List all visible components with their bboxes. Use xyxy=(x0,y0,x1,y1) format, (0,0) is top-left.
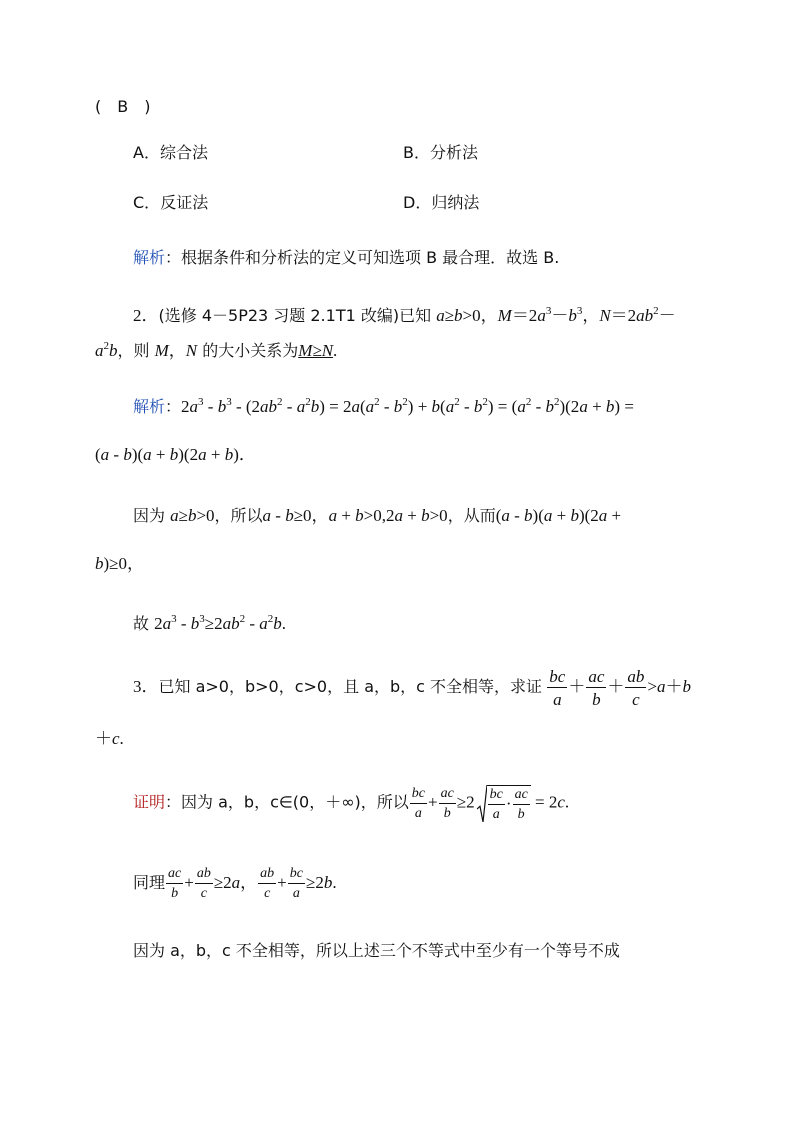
option-d-label: D． xyxy=(403,193,432,212)
fraction: $\frac{ac}{b}$ xyxy=(440,785,454,821)
option-c xyxy=(133,192,208,214)
q3-stem-line1: 3．已知 a>0，b>0，c>0，且 a，b，c 不全相等，求证 $\frac{bc}{a}$ ＋ $\frac{ac}{b}$ ＋ $\frac{ab}{c}$ >a＋b xyxy=(133,667,691,709)
answer-bracket: ( B ) xyxy=(95,97,151,116)
q3-proof-line1: 证明：因为 a，b，c∈(0，＋∞)，所以 $\frac{bc}{a}$ + $\frac{ac}{b}$ ≥2 $\frac{bc}{a}$ · $\frac{ac}{b}$ = 2c. xyxy=(133,785,570,822)
question-source: (选修 4－5P23 习题 2.1T1 改编) xyxy=(158,306,400,325)
solution-text: ：根据条件和分析法的定义可知选项 B 最合理．故选 B. xyxy=(165,248,560,267)
q2-solution-line4: b)≥0， xyxy=(95,554,144,573)
fraction: $\frac{bc}{a}$ xyxy=(549,667,566,709)
question-stem: 已知 xyxy=(399,306,437,325)
question-number: 3． xyxy=(133,676,159,696)
option-a xyxy=(133,142,208,164)
fraction: $\frac{bc}{a}$ xyxy=(289,866,303,901)
option-a-text: 综合法 xyxy=(159,143,208,162)
q1-solution xyxy=(133,247,559,269)
q2-solution-line2: (a - b)(a + b)(2a + b)． xyxy=(95,445,256,464)
q2-stem-line1: 2．(选修 4－5P23 习题 2.1T1 改编)已知 a≥b>0，$M=2a^3-b^3$，$N=2ab^2-$ xyxy=(133,305,676,325)
option-c-label: C． xyxy=(133,193,161,212)
option-d-text: 归纳法 xyxy=(431,193,480,212)
solution-label: 解析 xyxy=(133,397,166,416)
fraction: $\frac{ab}{c}$ xyxy=(627,667,645,709)
fraction: $\frac{bc}{a}$ xyxy=(411,785,426,821)
fraction: $\frac{ac}{b}$ xyxy=(168,866,182,901)
fraction: $\frac{ab}{c}$ xyxy=(196,866,211,901)
option-c-text: 反证法 xyxy=(160,193,209,212)
solution-label: 解析 xyxy=(133,248,166,267)
question-number: 2． xyxy=(133,306,159,325)
option-a-label: A． xyxy=(133,143,160,162)
q2-solution-line5: 故 $2a^3 - b^3\ge 2ab^2 - a^2b$. xyxy=(133,613,287,633)
q3-proof-line3: 因为 a，b，c 不全相等，所以上述三个不等式中至少有一个等号不成 xyxy=(133,941,620,960)
fraction: $\frac{ac}{b}$ xyxy=(588,667,605,709)
option-b-label: B． xyxy=(403,143,430,162)
q2-stem-line2: $a^2b$，则 M，N 的大小关系为M≥N. xyxy=(95,340,338,360)
option-b-text: 分析法 xyxy=(429,143,478,162)
fraction: $\frac{ab}{c}$ xyxy=(260,866,275,901)
square-root: $\frac{bc}{a}$ · $\frac{ac}{b}$ xyxy=(477,785,531,822)
q2-solution-line1: 解析：$2a^3 - b^3 - (2ab^2 - a^2b) = 2a(a^2 - b^2) + b(a^2 - b^2) = (a^2 - b^2)(2a + b)$ = xyxy=(133,396,634,416)
q2-solution-line3: 因为 a≥b>0，所以a - b≥0，a + b>0,2a + b>0，从而(a - b)(a + b)(2a + xyxy=(133,506,622,525)
option-b xyxy=(403,142,478,164)
answer-blank: M≥N xyxy=(298,341,334,360)
option-d xyxy=(403,192,479,214)
q3-proof-line2: 同理 $\frac{ac}{b}$ + $\frac{ab}{c}$ ≥2a， $\frac{ab}{c}$ + $\frac{bc}{a}$ ≥2b. xyxy=(133,866,337,901)
q3-stem-line2: ＋c. xyxy=(95,729,124,748)
question-stem: 已知 a>0，b>0，c>0，且 a，b，c 不全相等，求证 xyxy=(158,676,543,696)
proof-label: 证明 xyxy=(133,792,166,812)
